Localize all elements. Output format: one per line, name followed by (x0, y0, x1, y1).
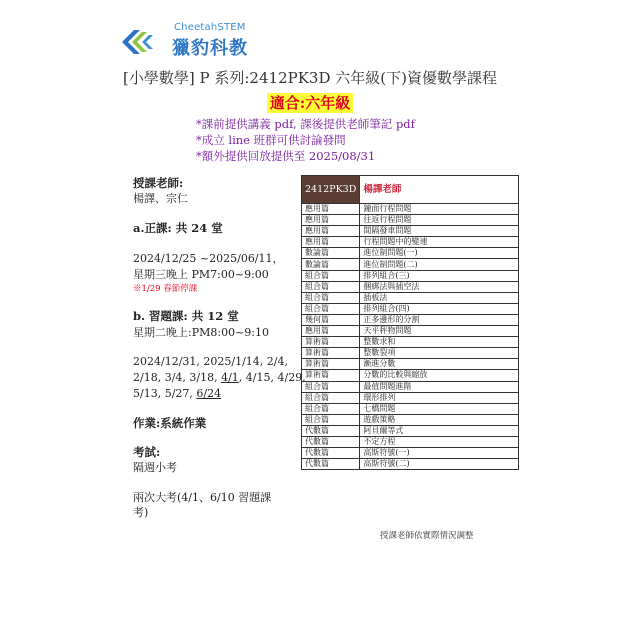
table-row (302, 414, 519, 425)
table-row (302, 237, 519, 248)
topic-cell: 天平秤物問題 (360, 326, 519, 337)
category-cell: 數論篇 (302, 259, 360, 270)
main-class-time: 星期三晚上 PM7:00~9:00 (133, 268, 269, 281)
table-row (302, 337, 519, 348)
cheetahstem-logo (118, 18, 248, 64)
main-class-dates: 2024/12/25 ~2025/06/11， (133, 252, 284, 265)
underlined-date: 4/1 (221, 371, 239, 384)
category-cell: 組合篇 (302, 414, 360, 425)
topic-cell: 不定方程 (360, 436, 519, 447)
table-row (302, 303, 519, 314)
category-cell: 幾何篇 (302, 314, 360, 325)
category-cell: 應用篇 (302, 237, 360, 248)
category-cell: 代數篇 (302, 459, 360, 470)
table-row (302, 248, 519, 259)
table-row (302, 314, 519, 325)
table-row (302, 448, 519, 459)
table-row (302, 392, 519, 403)
category-cell: 組合篇 (302, 281, 360, 292)
bullet-item: *課前提供講義 pdf, 課後提供老師筆記 pdf (196, 117, 415, 131)
bullet-item: *額外提供回放提供至 2025/08/31 (196, 149, 376, 163)
table-row (302, 226, 519, 237)
table-row (302, 381, 519, 392)
topic-cell: 間隔發車問題 (360, 226, 519, 237)
category-cell: 應用篇 (302, 215, 360, 226)
header-teacher: 楊譯老師 (360, 176, 519, 204)
category-cell: 組合篇 (302, 303, 360, 314)
category-cell: 代數篇 (302, 436, 360, 447)
topic-cell: 漸進分數 (360, 359, 519, 370)
topic-cell: 進位制問題(二) (360, 259, 519, 270)
logo-english-text: CheetahSTEM (174, 22, 246, 33)
table-row (302, 436, 519, 447)
category-cell: 組合篇 (302, 403, 360, 414)
homework-text: 作業:系統作業 (133, 416, 207, 430)
category-cell: 組合篇 (302, 270, 360, 281)
table-row (302, 359, 519, 370)
topic-cell: 插板法 (360, 292, 519, 303)
topic-cell: 行程問題中的變速 (360, 237, 519, 248)
category-cell: 算術篇 (302, 348, 360, 359)
schedule-note: 授課老師依實際情況調整 (380, 531, 474, 541)
topic-cell: 高斯符號(二) (360, 459, 519, 470)
header-course-code: 2412PK3D (302, 176, 360, 204)
table-row (302, 326, 519, 337)
logo-mark-icon (118, 22, 158, 62)
underlined-date: 6/24 (196, 387, 222, 400)
feature-bullets (196, 116, 415, 164)
bullet-item: *成立 line 班群可供討論發問 (196, 133, 346, 147)
practice-dates-line-3: 5/13, 5/27, 6/24 (133, 387, 222, 400)
topic-cell: 阿貝爾等式 (360, 425, 519, 436)
table-row (302, 459, 519, 470)
topic-cell: 七橋問題 (360, 403, 519, 414)
exam-major-text-cont: 考) (133, 506, 149, 519)
topic-cell: 正多邊形的分割 (360, 314, 519, 325)
topic-cell: 分數的比較與縮放 (360, 370, 519, 381)
topic-cell: 捆綁法與插空法 (360, 281, 519, 292)
logo-chinese-text: 獵豹科教 (172, 38, 248, 59)
topic-cell: 遊戲策略 (360, 414, 519, 425)
table-row (302, 215, 519, 226)
table-row (302, 204, 519, 215)
teacher-names: 楊譯、宗仁 (133, 192, 188, 205)
exam-major-text: 兩次大考(4/1、6/10 習題課 (133, 491, 272, 504)
table-row (302, 281, 519, 292)
topic-cell: 排列組合(三) (360, 270, 519, 281)
topic-cell: 往返行程問題 (360, 215, 519, 226)
category-cell: 應用篇 (302, 226, 360, 237)
course-title: [小學數學] P 系列:2412PK3D 六年級(下)資優數學課程 (123, 69, 497, 87)
category-cell: 代數篇 (302, 448, 360, 459)
category-cell: 算術篇 (302, 370, 360, 381)
table-row (302, 292, 519, 303)
suitable-grade-banner (0, 92, 620, 113)
exam-heading: 考試: (133, 445, 161, 459)
practice-class-heading: b. 習題課: 共 12 堂 (133, 309, 239, 323)
table-row (302, 270, 519, 281)
practice-class-time: 星期二晚上:PM8:00~9:10 (133, 326, 269, 339)
table-header-row (302, 176, 519, 204)
topic-cell: 高斯符號(一) (360, 448, 519, 459)
topic-cell: 鐘面行程問題 (360, 204, 519, 215)
topic-cell: 進位制問題(一) (360, 248, 519, 259)
category-cell: 組合篇 (302, 292, 360, 303)
table-row (302, 403, 519, 414)
table-row (302, 425, 519, 436)
topic-cell: 環形排列 (360, 392, 519, 403)
suitable-grade-text: 適合:六年級 (267, 93, 354, 113)
practice-dates-line-2: 2/18, 3/4, 3/18, 4/1, 4/15, 4/29, (133, 371, 306, 384)
topic-cell: 排列組合(四) (360, 303, 519, 314)
category-cell: 數論篇 (302, 248, 360, 259)
category-cell: 代數篇 (302, 425, 360, 436)
table-row (302, 348, 519, 359)
category-cell: 組合篇 (302, 381, 360, 392)
category-cell: 組合篇 (302, 392, 360, 403)
main-class-note: ※1/29 春節停課 (133, 284, 198, 294)
topic-cell: 整數裂項 (360, 348, 519, 359)
category-cell: 算術篇 (302, 337, 360, 348)
teacher-heading: 授課老師: (133, 176, 184, 190)
category-cell: 應用篇 (302, 204, 360, 215)
course-schedule-table (301, 175, 519, 470)
category-cell: 應用篇 (302, 326, 360, 337)
category-cell: 算術篇 (302, 359, 360, 370)
topic-cell: 最值問題進階 (360, 381, 519, 392)
main-class-heading: a.正課: 共 24 堂 (133, 221, 223, 235)
exam-quiz-text: 隔週小考 (133, 461, 177, 474)
table-row (302, 259, 519, 270)
topic-cell: 整數求和 (360, 337, 519, 348)
practice-dates-line-1: 2024/12/31, 2025/1/14, 2/4, (133, 355, 288, 368)
table-row (302, 370, 519, 381)
